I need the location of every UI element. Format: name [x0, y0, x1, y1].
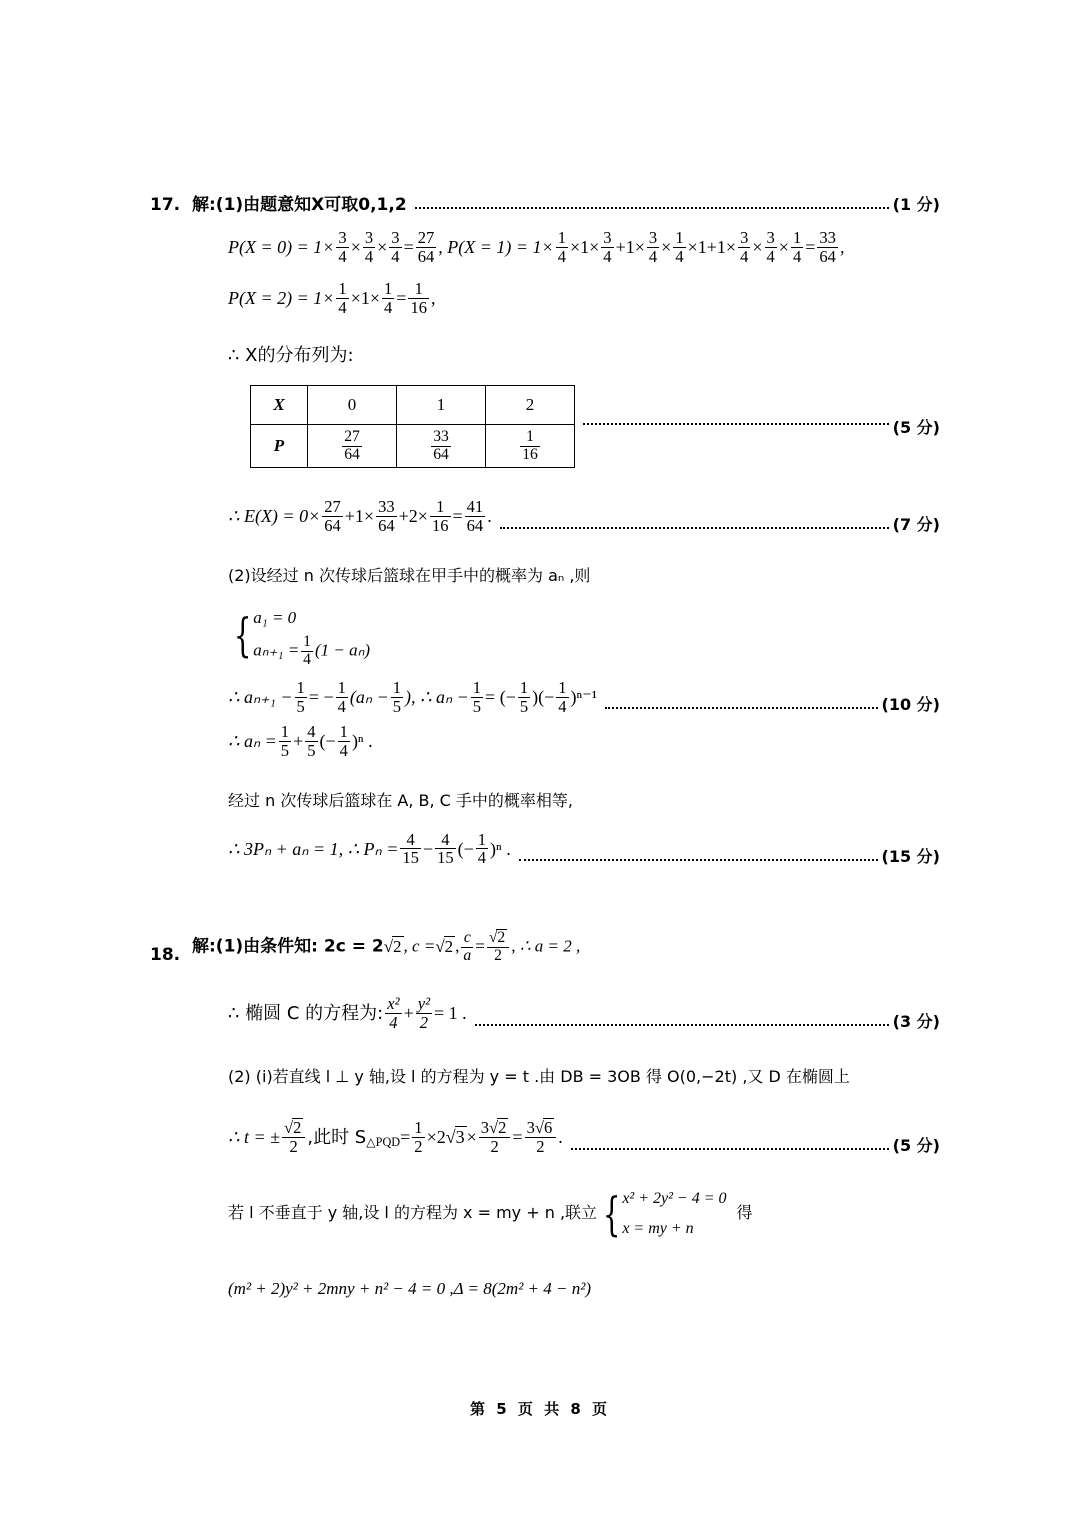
q18-ellipse-equation: ∴ 椭圆 C 的方程为: $\frac{\text{x²}}{4}$ + $\frac{\text{y²}}{2}$ = 1 .: [228, 994, 467, 1032]
q18-final-equation: (m² + 2)y² + 2mny + n² − 4 = 0 ,Δ = 8(2m² + 4 − n²): [228, 1278, 591, 1298]
q17-mark-7-label: (7 分): [892, 515, 940, 535]
leader-dots: [475, 1023, 889, 1026]
fraction-3-4-g: $\frac{3}{4}$: [766, 228, 775, 266]
system-line-2: aₙ₊₁ = $\frac{1}{4}$ (1 − aₙ): [253, 632, 371, 668]
q18-ellipse-row: [150, 995, 940, 1032]
fraction-33-64: $\frac{33}{64}$: [819, 228, 836, 266]
cell-x-2: 2: [486, 385, 575, 424]
fraction-3-4-f: $\frac{3}{4}$: [740, 228, 749, 266]
cell-p-2: $\frac{1}{16}$: [486, 424, 575, 468]
q18-t-row: [150, 1118, 940, 1156]
q17-expectation-expression: ∴ E(X) = 0× $\frac{27}{64}$ +1× $\frac{33}{64}$ +2× $\frac{1}{16}$ = $\frac{41}{64}$ .: [228, 497, 492, 536]
fraction-3-4-b: $\frac{3}{4}$: [364, 228, 374, 266]
table-row-p: [251, 424, 575, 468]
cell-p-0: $\frac{27}{64}$: [308, 424, 397, 468]
q17-pn-row: [150, 831, 940, 868]
q17-stem-text: 解:(1)由题意知X可取0,1,2: [192, 195, 407, 215]
leader-dots: [605, 706, 877, 709]
leader-dots: [571, 1147, 889, 1150]
page-footer: 第 5 页 共 8 页: [470, 1400, 610, 1418]
q18-line1: 解:(1)由条件知: 2c = 2√2 , c =√2 , $\frac{c}{a}$ = $\frac{√2}{2}$ , ∴ a = 2 ,: [192, 929, 581, 965]
fraction-3-4-a: $\frac{3}{4}$: [338, 228, 347, 266]
q18-system-line-1: x² + 2y² − 4 = 0: [622, 1190, 727, 1207]
q17-equal-prob-text: 经过 n 次传球后篮球在 A, B, C 手中的概率相等,: [228, 791, 574, 811]
fraction-1-4-d: $\frac{1}{4}$: [338, 278, 347, 317]
fraction-1-4-b: $\frac{1}{4}$: [675, 228, 684, 266]
cell-header-x: X: [251, 385, 308, 424]
fraction-1-16-b: $\frac{1}{16}$: [431, 497, 449, 536]
fraction-1-4-a: $\frac{1}{4}$: [557, 228, 566, 266]
fraction-3-4-d: $\frac{3}{4}$: [603, 228, 612, 266]
brace-system-2: [597, 1184, 726, 1245]
q17-recurrence-row: [150, 679, 940, 716]
q18-mark-3: (3 分): [892, 1011, 940, 1031]
q18-nonperp-line: 若 l 不垂直于 y 轴,设 l 的方程为 x = my + n ,联立 { x² + 2y² − 4 = 0 x = my + n 得: [228, 1184, 940, 1245]
fraction-27-64: $\frac{27}{64}$: [417, 228, 435, 266]
page-content: [150, 190, 940, 1305]
fraction-1-16: $\frac{1}{16}$: [410, 278, 427, 317]
table-row-x: [251, 385, 575, 424]
q17-mark-1: (1 分): [892, 195, 940, 214]
cell-x-1: 1: [397, 385, 486, 424]
cell-p-1: $\frac{33}{64}$: [397, 424, 486, 468]
fraction-3-4-c: $\frac{3}{4}$: [391, 228, 400, 266]
q18-part2-line: (2) (i)若直线 l ⊥ y 轴,设 l 的方程为 y = t .由 DB = 3OB 得 O(0,−2t) ,又 D 在椭圆上: [228, 1066, 850, 1086]
q18-system-line-2: x = my + n: [622, 1220, 694, 1238]
brace-system: [228, 602, 370, 669]
q17-recurrence-expression: ∴ aₙ₊₁ − $\frac{1}{5}$ = − $\frac{1}{4}$ (aₙ − $\frac{1}{5}$ ), ∴ aₙ − $\frac{1}{5}$ = (− $\frac{1}{5}$ )(− $\frac{1}{4}$ )ⁿ⁻¹: [228, 677, 598, 716]
q17-prob-line-2: P(X = 2) = 1× $\frac{1}{4}$ ×1× $\frac{1}{4}$ = $\frac{1}{16}$ ,: [228, 278, 436, 317]
system-line-1: a₁ = 0: [253, 607, 297, 627]
q18-number: 18.: [150, 945, 181, 966]
leader-dots: [500, 526, 889, 529]
q17-expectation-row: [150, 498, 940, 535]
q17-mark-15: (15 分): [881, 847, 940, 867]
left-brace-icon: {: [233, 608, 252, 663]
q17-an-formula: ∴ aₙ = $\frac{1}{5}$ + $\frac{4}{5}$ (− $\frac{1}{4}$ )ⁿ .: [228, 722, 373, 761]
q17-distribution-row: [150, 385, 940, 469]
q18-area-expression: ∴ t = ± $\frac{√2}{2}$ ,此时 $S_{\triangle PQD}=$ $\frac{1}{2}$ ×2√3 × $\frac{3√2}{2}$ = $\frac{3√6}{2}$ .: [228, 1118, 563, 1157]
distribution-table: [250, 385, 575, 469]
left-brace-icon: {: [602, 1187, 621, 1242]
q17-recurrence-system: [228, 602, 940, 669]
q18-stem-row: [150, 929, 940, 965]
fraction-33-64-b: $\frac{33}{64}$: [378, 497, 395, 536]
cell-header-p: P: [251, 424, 308, 468]
q17-px2-label: P(X = 2) = 1×: [228, 287, 335, 308]
q18-mark-5: (5 分): [892, 1136, 940, 1155]
cell-x-0: 0: [308, 385, 397, 424]
q17-prob-line-1: P(X = 0) = 1× $\frac{3}{4}$ × $\frac{3}{4}$ × $\frac{3}{4}$ = $\frac{27}{64}$ , P(X = 1) = 1× $\frac{1}{4}$ ×1× $\frac{3}{4}$ +1× $\frac{3}{4}$ × $\frac{1}{4}$ ×1+1× $\frac{3}{4}$ × $\frac{3}{4}$ × $\frac{1}{4}$ = $\frac{33}{64}$ ,: [228, 228, 845, 266]
fraction-27-64-b: $\frac{27}{64}$: [324, 497, 341, 536]
q17-mark-5: (5 分): [892, 418, 940, 438]
q17-number: 17.: [150, 195, 181, 215]
q17-mark-10: (10 分): [881, 695, 940, 715]
equals-sign: =: [403, 236, 414, 257]
q17-px1-label: , P(X = 1) = 1×: [438, 236, 554, 257]
leader-dots: [415, 206, 889, 209]
q17-px0-label: P(X = 0) = 1×: [228, 236, 335, 257]
fraction-3-4-e: $\frac{3}{4}$: [648, 228, 658, 266]
leader-dots: [583, 422, 889, 425]
q17-stem-row: [150, 190, 940, 215]
fraction-41-64: $\frac{41}{64}$: [466, 497, 484, 536]
q17-part2-intro: (2)设经过 n 次传球后篮球在甲手中的概率为 aₙ ,则: [228, 566, 591, 586]
leader-dots: [519, 858, 878, 861]
q17-distribution-intro: ∴ X的分布列为:: [228, 344, 354, 366]
fraction-1-4-e: $\frac{1}{4}$: [384, 278, 393, 317]
fraction-1-4-c: $\frac{1}{4}$: [792, 228, 802, 266]
q17-pn-expression: ∴ 3Pₙ + aₙ = 1, ∴ Pₙ = $\frac{4}{15}$ − $\frac{4}{15}$ (− $\frac{1}{4}$ )ⁿ .: [228, 829, 511, 868]
